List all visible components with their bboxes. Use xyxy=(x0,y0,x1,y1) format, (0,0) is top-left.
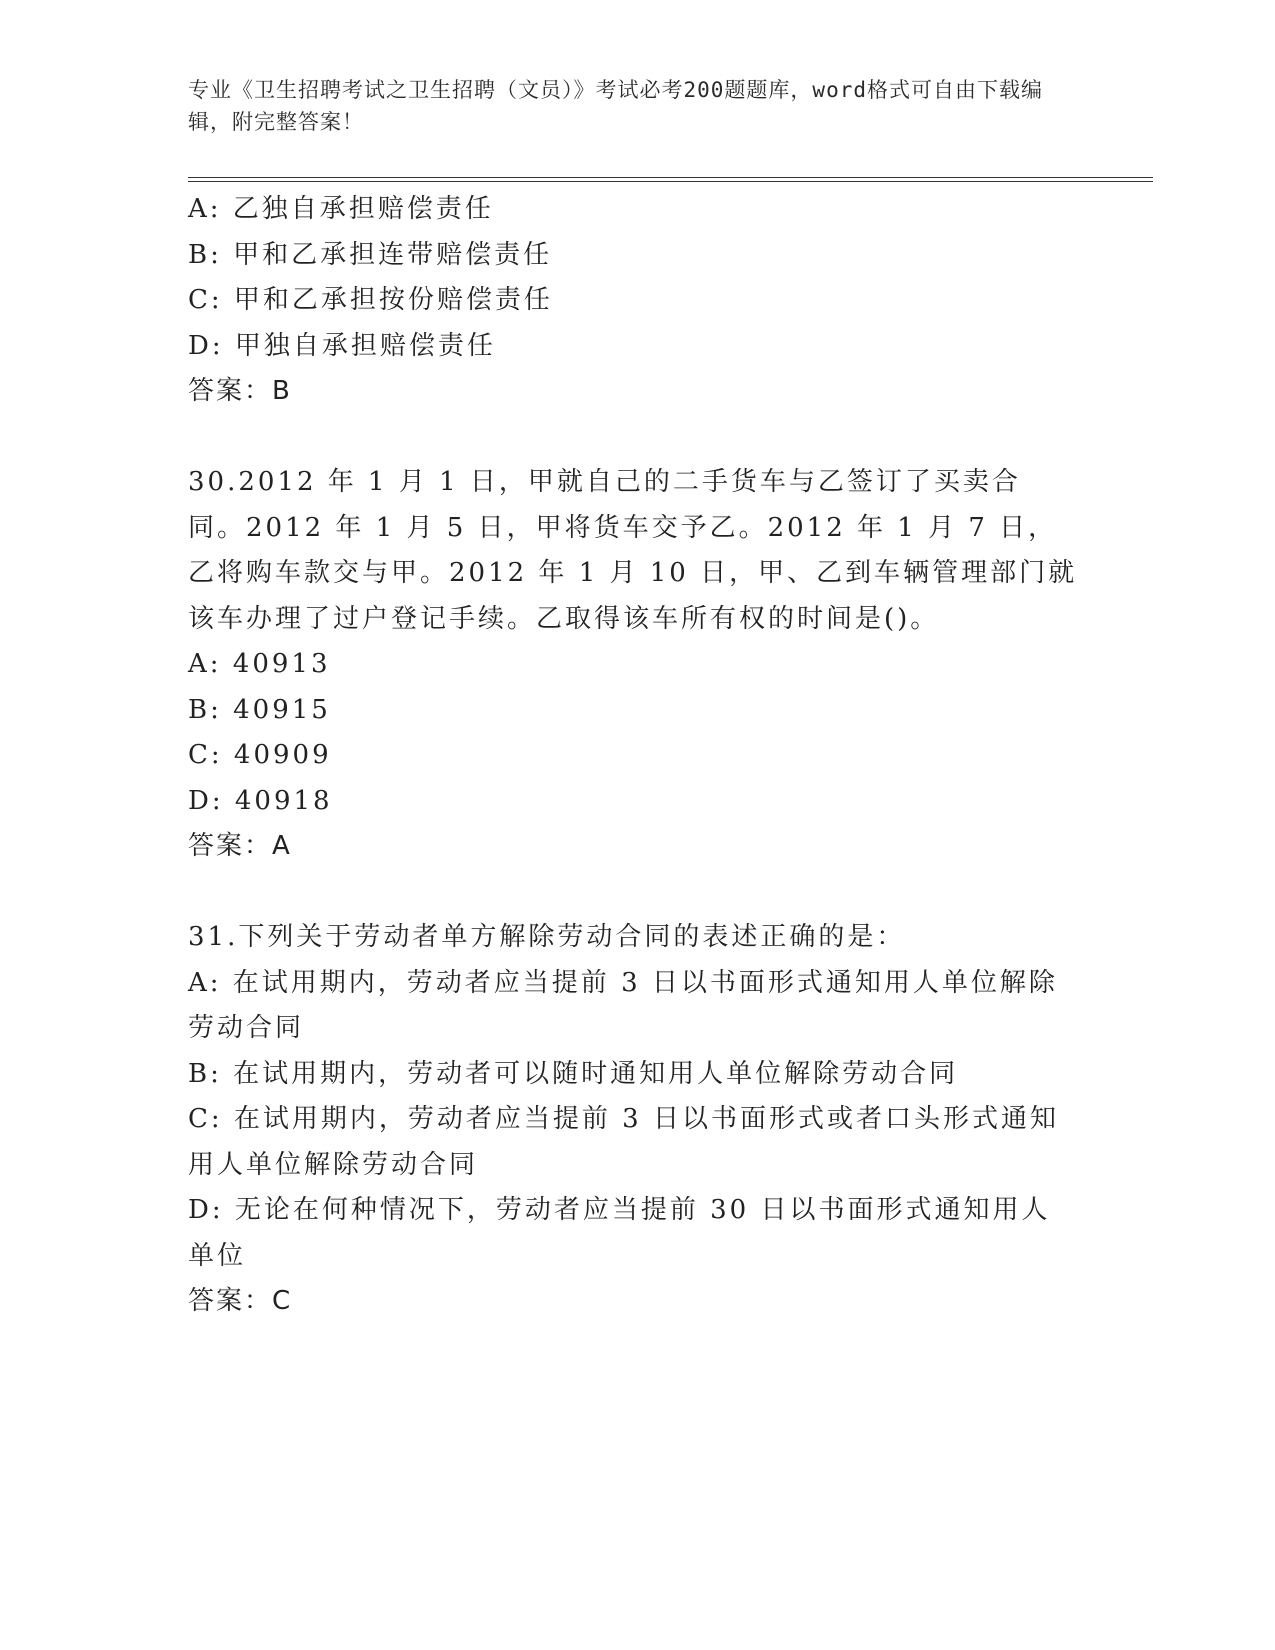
document-header xyxy=(188,74,1068,138)
question-30-option-c: C: 40909 xyxy=(188,740,332,770)
header-divider-top xyxy=(188,177,1153,178)
question-29-block xyxy=(188,187,1078,415)
question-31-option-d: D: 无论在何种情况下，劳动者应当提前 30 日以书面形式通知用人单位 xyxy=(188,1195,1051,1271)
question-list xyxy=(188,187,1078,1325)
question-31-option-c: C: 在试用期内，劳动者应当提前 3 日以书面形式或者口头形式通知用人单位解除劳动合同 xyxy=(188,1104,1059,1180)
question-31-block xyxy=(188,915,1078,1325)
question-29-option-b: B: 甲和乙承担连带赔偿责任 xyxy=(188,239,553,270)
question-30-stem: 30.2012 年 1 月 1 日，甲就自己的二手货车与乙签订了买卖合同。2012 年 1 月 5 日，甲将货车交予乙。2012 年 1 月 7 日，乙将购车款交与甲。2012 年 1 月 10 日，甲、乙到车辆管理部门就该车办理了过户登记手续。乙取得该车所有权的时间是()。 xyxy=(188,467,1078,634)
question-30-answer: 答案：A xyxy=(188,831,292,861)
header-divider-bottom xyxy=(188,181,1153,182)
question-31-option-a: A: 在试用期内，劳动者应当提前 3 日以书面形式通知用人单位解除劳动合同 xyxy=(188,967,1058,1043)
question-31-stem: 31.下列关于劳动者单方解除劳动合同的表述正确的是： xyxy=(188,922,906,952)
question-31-option-b: B: 在试用期内，劳动者可以随时通知用人单位解除劳动合同 xyxy=(188,1058,959,1089)
question-30-option-a: A: 40913 xyxy=(188,649,331,679)
question-29-option-d: D: 甲独自承担赔偿责任 xyxy=(188,330,496,361)
spacer xyxy=(188,415,1078,461)
header-intro-text: 专业《卫生招聘考试之卫生招聘（文员）》考试必考200题题库，word格式可自由下载编辑，附完整答案！ xyxy=(188,78,1043,134)
question-30-block xyxy=(188,460,1078,870)
spacer xyxy=(188,870,1078,916)
question-29-option-c: C: 甲和乙承担按份赔偿责任 xyxy=(188,285,553,315)
question-30-option-d: D: 40918 xyxy=(188,785,333,816)
question-31-answer: 答案：C xyxy=(188,1286,293,1316)
question-29-answer: 答案：B xyxy=(188,376,292,406)
question-29-option-a: A: 乙独自承担赔偿责任 xyxy=(188,194,494,224)
question-30-option-b: B: 40915 xyxy=(188,694,331,725)
